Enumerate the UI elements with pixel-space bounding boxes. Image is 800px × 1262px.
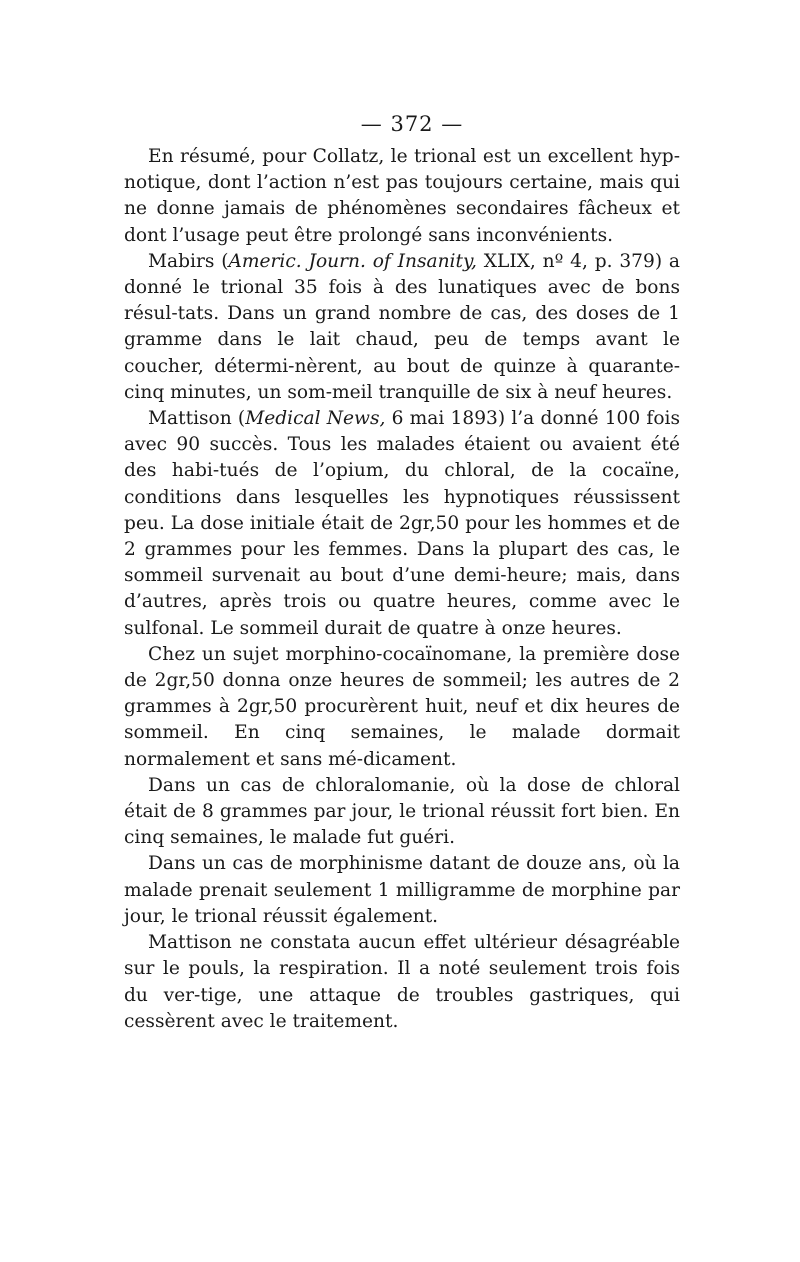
citation-americ-journ: Americ. Journ. of Insanity,: [228, 250, 477, 272]
body-text: [124, 144, 680, 1035]
paragraph-chloralomanie: Dans un cas de chloralomanie, où la dose de chloral était de 8 grammes par jour, le trional réussit fort bien. En cinq semaines, le malade fut guéri.: [124, 774, 680, 849]
paragraph-collatz-summary: En résumé, pour Collatz, le trional est un excellent hyp-notique, dont l’action n’est pas toujours certaine, mais qui ne donne jamais de phénomènes secondaires fâcheux et dont l’usage peut être prolongé sans inconvénients.: [124, 146, 680, 246]
paragraph-mabirs-body: XLIX, nº 4, p. 379) a donné le trional 35 fois à des lunatiques avec de bons résul-tats. Dans un grand nombre de cas, des doses de 1 gramme dans le lait chaud, peu de temps avant le coucher, détermi-nèrent, au bout de quinze à quarante-cinq minutes, un som-meil tranquille de six à neuf heures.: [124, 250, 680, 403]
paragraph-morphino-cocainomane: Chez un sujet morphino-cocaïnomane, la première dose de 2gr,50 donna onze heures de sommeil; les autres de 2 grammes à 2gr,50 procurèrent huit, neuf et dix heures de sommeil. En cinq semaines, le malade dormait normalement et sans mé-dicament.: [124, 643, 680, 770]
citation-medical-news: Medical News,: [245, 408, 386, 430]
page-number: — 372 —: [360, 112, 464, 136]
paragraph-morphinisme: Dans un cas de morphinisme datant de douze ans, où la malade prenait seulement 1 milligramme de morphine par jour, le trional réussit également.: [124, 853, 680, 927]
paragraph-mattison-side-effects: Mattison ne constata aucun effet ultérieur désagréable sur le pouls, la respiration. Il a noté seulement trois fois du ver-tige, une attaque de troubles gastriques, qui cessèrent avec le traitement.: [124, 932, 680, 1032]
paragraph-mabirs-lead: Mabirs (: [148, 250, 229, 272]
paragraph-mattison-lead: Mattison (: [148, 408, 246, 430]
paragraph-mattison-results: [124, 406, 680, 642]
paragraph-mabirs: [124, 249, 680, 406]
paragraph-mattison-body: 6 mai 1893) l’a donné 100 fois avec 90 succès. Tous les malades étaient ou avaient été des habi-tués de l’opium, du chloral, de la cocaïne, conditions dans lesquelles les hypnotiques réussissent peu. La dose initiale était de 2gr,50 pour les hommes et de 2 grammes pour les femmes. Dans la plupart des cas, le sommeil survenait au bout d’une demi-heure; mais, dans d’autres, après trois ou quatre heures, comme avec le sulfonal. Le sommeil durait de quatre à onze heures.: [124, 408, 680, 639]
